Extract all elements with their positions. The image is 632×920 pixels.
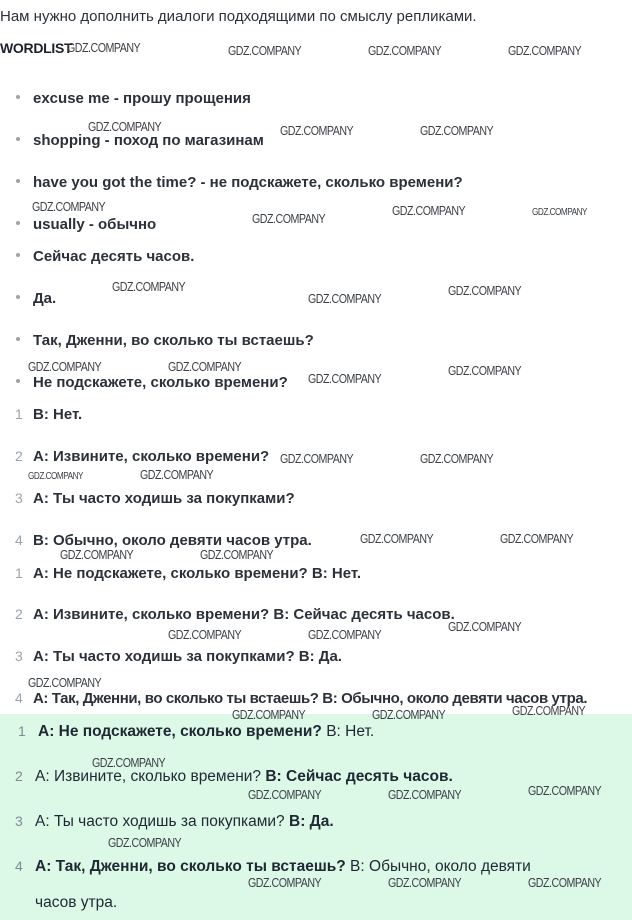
watermark: GDZ.COMPANY: [28, 359, 102, 374]
bullet-icon: [16, 253, 20, 257]
watermark: GDZ.COMPANY: [168, 359, 242, 374]
bullet-icon: [16, 95, 20, 99]
list-item: have you got the time? - не подскажете, сколько времени?: [16, 174, 463, 191]
answer-line: 3 A: Ты часто ходишь за покупками? B: Да.: [15, 813, 334, 830]
bullet-icon: [16, 295, 20, 299]
watermark: GDZ.COMPANY: [308, 371, 382, 386]
dialogue-line: 2 A: Извините, сколько времени?: [15, 448, 270, 465]
dialogue-line: 4 B: Обычно, около девяти часов утра.: [15, 532, 312, 549]
watermark: GDZ.COMPANY: [248, 875, 322, 890]
watermark: GDZ.COMPANY: [308, 627, 382, 642]
watermark: GDZ.COMPANY: [112, 279, 186, 294]
list-item: Да.: [16, 290, 56, 307]
watermark: GDZ.COMPANY: [512, 703, 586, 718]
watermark: GDZ.COMPANY: [388, 875, 462, 890]
watermark: GDZ.COMPANY: [92, 755, 166, 770]
watermark: GDZ.COMPANY: [88, 119, 162, 134]
answer-line: 2 A: Извините, сколько времени? B: Сейчас десять часов.: [15, 768, 453, 785]
watermark: GDZ.COMPANY: [28, 675, 102, 690]
watermark: GDZ.COMPANY: [420, 123, 494, 138]
watermark: GDZ.COMPANY: [67, 40, 141, 55]
list-item: excuse me - прошу прощения: [16, 90, 251, 107]
watermark: GDZ.COMPANY: [308, 291, 382, 306]
watermark: GDZ.COMPANY: [32, 199, 106, 214]
watermark: GDZ.COMPANY: [252, 211, 326, 226]
bullet-icon: [16, 337, 20, 341]
watermark: GDZ.COMPANY: [500, 531, 574, 546]
watermark: GDZ.COMPANY: [248, 787, 322, 802]
watermark: GDZ.COMPANY: [232, 707, 306, 722]
dialogue-line: 2 A: Извините, сколько времени? B: Сейчас десять часов.: [15, 606, 455, 623]
dialogue-line: 4 A: Так, Дженни, во сколько ты встаешь? B: Обычно, около девяти часов утра.: [15, 690, 588, 707]
task-instruction: Нам нужно дополнить диалоги подходящими по смыслу репликами.: [0, 8, 477, 25]
watermark: GDZ.COMPANY: [448, 363, 522, 378]
watermark: GDZ.COMPANY: [448, 619, 522, 634]
bullet-icon: [16, 137, 20, 141]
bullet-icon: [16, 179, 20, 183]
watermark: GDZ.COMPANY: [372, 707, 446, 722]
watermark: GDZ.COMPANY: [368, 43, 442, 58]
watermark: GDZ.COMPANY: [528, 783, 602, 798]
watermark: GDZ.COMPANY: [532, 207, 588, 218]
watermark: GDZ.COMPANY: [108, 835, 182, 850]
watermark: GDZ.COMPANY: [392, 203, 466, 218]
list-item: shopping - поход по магазинам: [16, 132, 264, 149]
watermark: GDZ.COMPANY: [420, 451, 494, 466]
watermark: GDZ.COMPANY: [508, 43, 582, 58]
watermark: GDZ.COMPANY: [60, 547, 134, 562]
bullet-icon: [16, 221, 20, 225]
dialogue-line: 1 B: Нет.: [15, 406, 83, 423]
watermark: GDZ.COMPANY: [280, 451, 354, 466]
wordlist-heading: WORDLIST: [0, 40, 73, 56]
list-item: Сейчас десять часов.: [16, 248, 194, 265]
answer-line-continuation: часов утра.: [35, 894, 118, 911]
watermark: GDZ.COMPANY: [448, 283, 522, 298]
dialogue-line: 3 A: Ты часто ходишь за покупками?: [15, 490, 295, 507]
watermark: GDZ.COMPANY: [28, 471, 84, 482]
watermark: GDZ.COMPANY: [228, 43, 302, 58]
watermark: GDZ.COMPANY: [528, 875, 602, 890]
answer-line: 1 A: Не подскажете, сколько времени? B: Нет.: [18, 723, 375, 740]
bullet-icon: [16, 379, 20, 383]
watermark: GDZ.COMPANY: [360, 531, 434, 546]
watermark: GDZ.COMPANY: [200, 547, 274, 562]
watermark: GDZ.COMPANY: [168, 627, 242, 642]
dialogue-line: 3 A: Ты часто ходишь за покупками? B: Да.: [15, 648, 342, 665]
watermark: GDZ.COMPANY: [140, 467, 214, 482]
dialogue-line: 1 A: Не подскажете, сколько времени? B: Нет.: [15, 565, 362, 582]
watermark: GDZ.COMPANY: [280, 123, 354, 138]
answer-line: 4 A: Так, Дженни, во сколько ты встаешь? B: Обычно, около девяти: [15, 858, 531, 875]
list-item: Не подскажете, сколько времени?: [16, 374, 288, 391]
list-item: Так, Дженни, во сколько ты встаешь?: [16, 332, 314, 349]
list-item: usually - обычно: [16, 216, 156, 233]
watermark: GDZ.COMPANY: [388, 787, 462, 802]
